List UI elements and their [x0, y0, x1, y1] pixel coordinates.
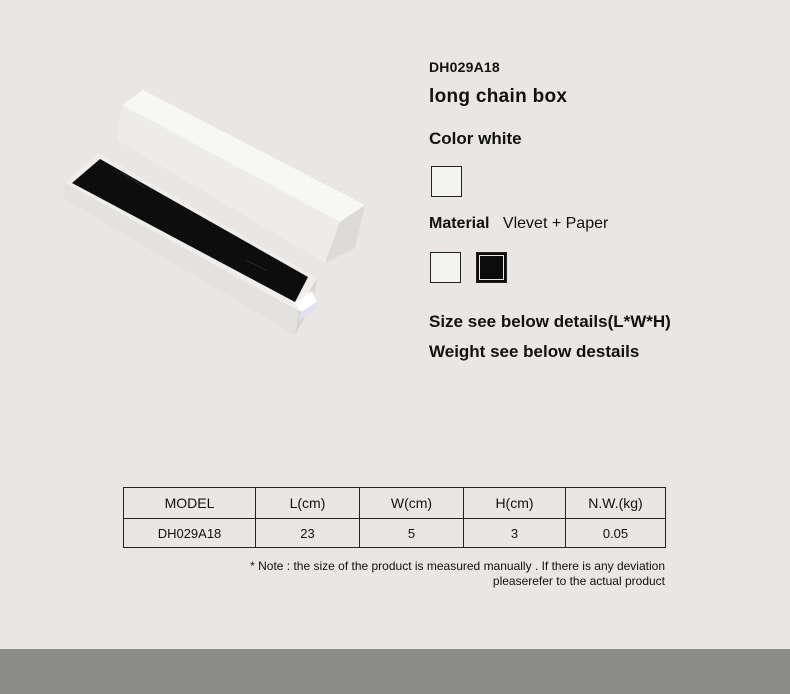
color-label: Color [429, 129, 474, 148]
color-line [429, 129, 522, 149]
weight-info: Weight see below destails [429, 342, 640, 361]
material-swatch-white [430, 252, 461, 283]
header-model: MODEL [124, 488, 256, 519]
color-value: white [478, 129, 522, 148]
color-swatch-white [431, 166, 462, 197]
material-line [429, 215, 608, 233]
header-length: L(cm) [256, 488, 360, 519]
cell-length: 23 [256, 519, 360, 548]
product-code: DH029A18 [429, 59, 500, 75]
specs-table [123, 487, 666, 548]
long-chain-box-image [55, 80, 415, 360]
table-row [124, 519, 666, 548]
cell-model: DH029A18 [124, 519, 256, 548]
product-title: long chain box [429, 86, 568, 107]
table-header-row [124, 488, 666, 519]
material-label: Material [429, 215, 490, 232]
material-value: Vlevet + Paper [502, 215, 609, 232]
cell-net-weight: 0.05 [566, 519, 666, 548]
note-line-1: * Note : the size of the product is measured manually . If there is any deviation [250, 559, 665, 573]
header-height: H(cm) [464, 488, 566, 519]
material-swatch-black [476, 252, 507, 283]
header-net-weight: N.W.(kg) [566, 488, 666, 519]
cell-height: 3 [464, 519, 566, 548]
measurement-note [250, 559, 665, 589]
note-line-2: pleaserefer to the actual product [492, 574, 665, 588]
size-info: Size see below details(L*W*H) [429, 312, 671, 331]
header-width: W(cm) [360, 488, 464, 519]
cell-width: 5 [360, 519, 464, 548]
footer-bar [0, 649, 790, 694]
